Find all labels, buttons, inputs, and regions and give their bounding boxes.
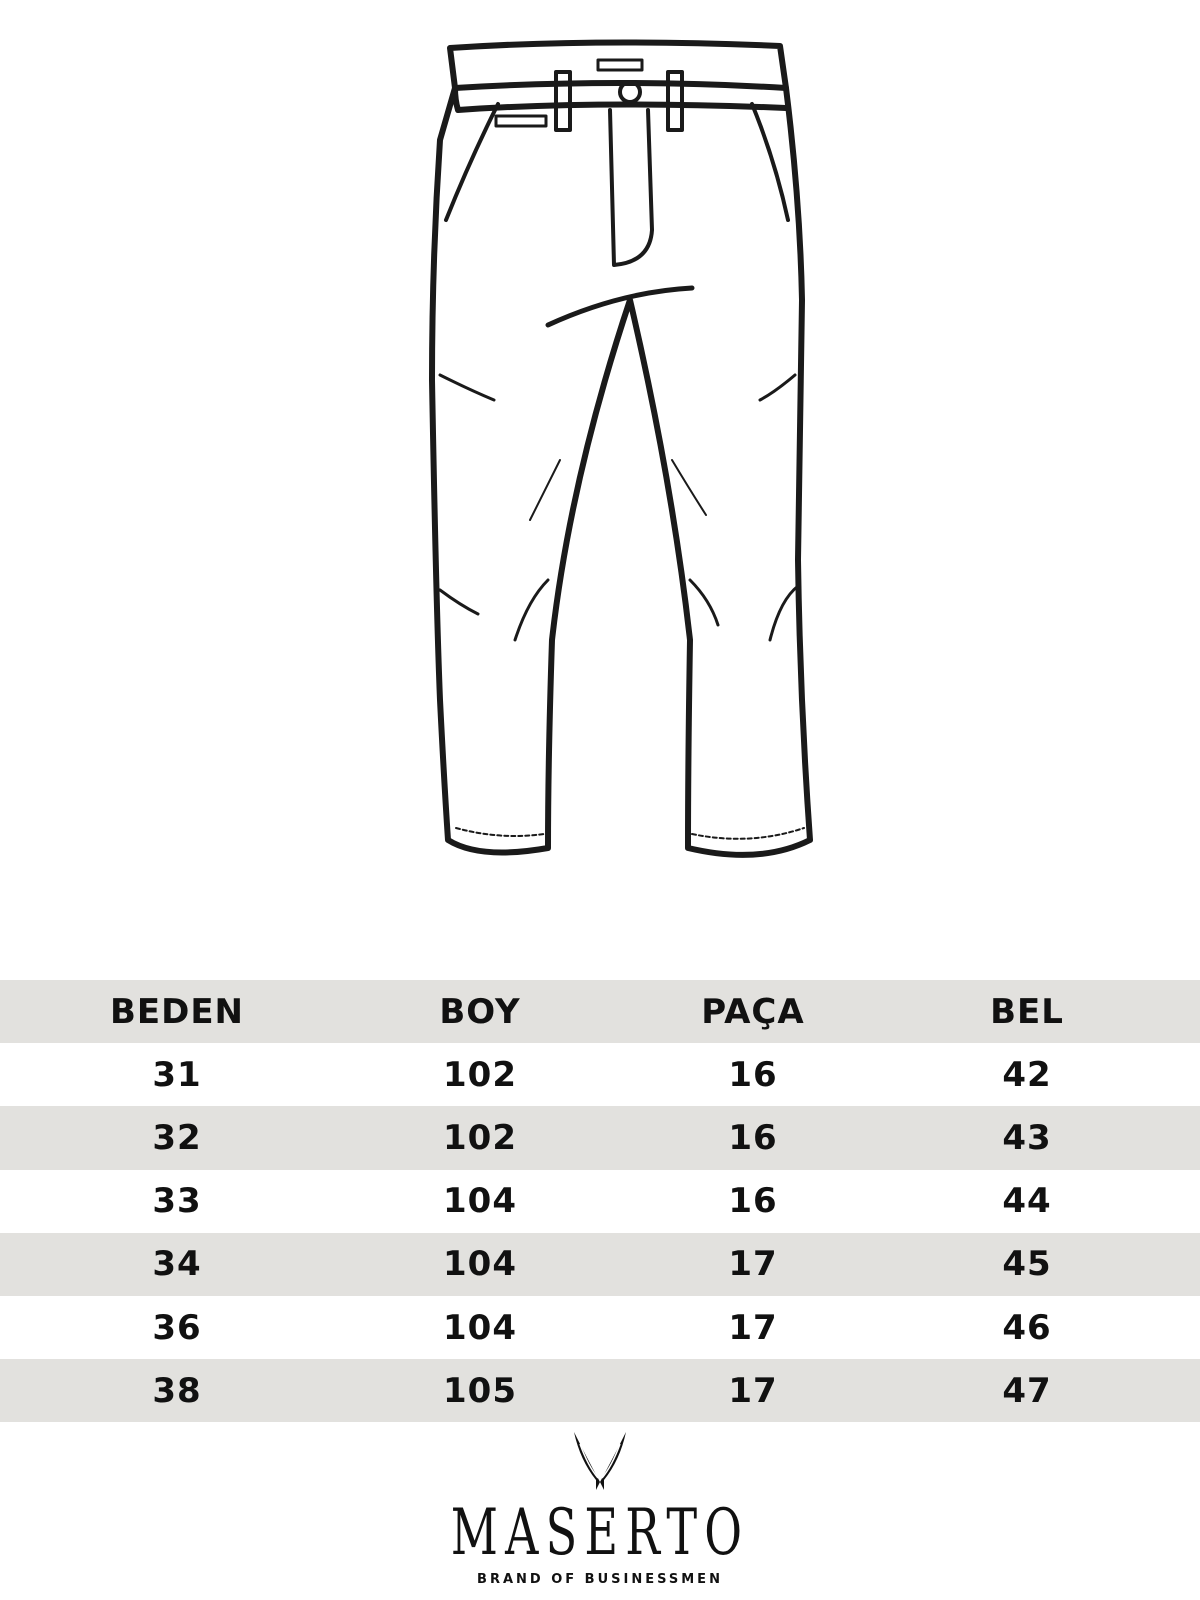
cell: 16	[728, 1054, 778, 1095]
cell: 32	[152, 1117, 202, 1158]
table-row	[0, 1233, 1200, 1296]
table-row	[0, 1359, 1200, 1422]
brand-tagline: BRAND OF BUSINESSMEN	[477, 1572, 723, 1587]
header-paca: PAÇA	[701, 991, 805, 1032]
cell: 104	[443, 1244, 517, 1285]
cell: 17	[728, 1244, 778, 1285]
cell: 16	[728, 1117, 778, 1158]
cell: 31	[152, 1054, 202, 1095]
table-row	[0, 1106, 1200, 1169]
cell: 42	[1002, 1054, 1052, 1095]
table-row	[0, 1170, 1200, 1233]
cell: 43	[1002, 1117, 1052, 1158]
cell: 46	[1002, 1307, 1052, 1348]
brand-name: MASERTO	[450, 1496, 750, 1570]
cell: 47	[1002, 1370, 1052, 1411]
cell: 102	[443, 1054, 517, 1095]
cell: 16	[728, 1181, 778, 1222]
cell: 105	[443, 1370, 517, 1411]
table-row	[0, 1296, 1200, 1359]
cell: 44	[1002, 1181, 1052, 1222]
cell: 17	[728, 1307, 778, 1348]
table-header	[0, 980, 1200, 1043]
header-beden: BEDEN	[109, 991, 245, 1032]
cell: 104	[443, 1307, 517, 1348]
cell: 38	[152, 1370, 202, 1411]
table-row	[0, 1043, 1200, 1106]
brand-logo	[0, 1430, 1200, 1587]
cell: 34	[152, 1244, 202, 1285]
cell: 104	[443, 1181, 517, 1222]
wings-icon	[570, 1430, 630, 1492]
size-chart-table	[0, 980, 1200, 1422]
cell: 36	[152, 1307, 202, 1348]
header-boy: BOY	[439, 991, 521, 1032]
header-bel: BEL	[990, 991, 1064, 1032]
cell: 17	[728, 1370, 778, 1411]
cell: 33	[152, 1181, 202, 1222]
cell: 102	[443, 1117, 517, 1158]
cell: 45	[1002, 1244, 1052, 1285]
